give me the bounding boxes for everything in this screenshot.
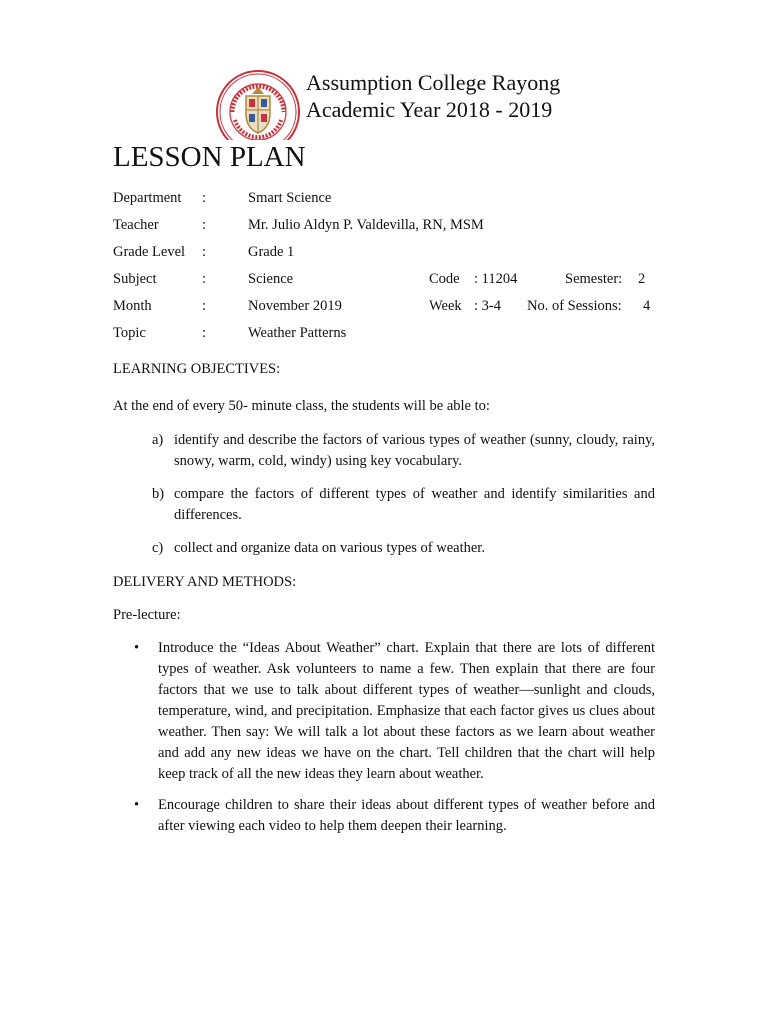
objective-item bbox=[152, 484, 655, 526]
bullet-dot-icon: • bbox=[134, 797, 140, 813]
info-colon: : bbox=[202, 325, 207, 341]
semester-value: 2 bbox=[638, 271, 646, 287]
school-name: Assumption College Rayong bbox=[306, 70, 561, 95]
objective-text: compare the factors of different types of weather and identify similarities and differences. bbox=[174, 486, 655, 523]
info-value: Science bbox=[248, 271, 294, 287]
info-value: Grade 1 bbox=[248, 244, 295, 260]
info-value: Mr. Julio Aldyn P. Valdevilla, RN, MSM bbox=[248, 217, 484, 233]
semester-label: Semester: bbox=[565, 271, 623, 287]
objective-item bbox=[152, 538, 655, 559]
info-row-grade-level bbox=[113, 244, 673, 271]
sessions-value: 4 bbox=[643, 298, 651, 314]
info-table bbox=[113, 190, 673, 352]
week-label: Week bbox=[429, 298, 462, 314]
pre-lecture-label: Pre-lecture: bbox=[113, 607, 181, 623]
info-colon: : bbox=[202, 298, 207, 314]
bullet-dot-icon: • bbox=[134, 640, 140, 656]
code-value: : 11204 bbox=[474, 271, 518, 287]
delivery-heading: DELIVERY AND METHODS: bbox=[113, 574, 297, 590]
week-value: : 3-4 bbox=[474, 298, 501, 314]
objectives-heading: LEARNING OBJECTIVES: bbox=[113, 361, 281, 377]
info-label: Department bbox=[113, 190, 182, 206]
code-label: Code bbox=[429, 271, 460, 287]
sessions-label: No. of Sessions: bbox=[527, 298, 622, 314]
info-row-month bbox=[113, 298, 673, 325]
objective-marker: a) bbox=[152, 432, 164, 448]
info-label: Topic bbox=[113, 325, 146, 341]
info-colon: : bbox=[202, 217, 207, 233]
objectives-intro: At the end of every 50- minute class, the students will be able to: bbox=[113, 398, 490, 414]
info-colon: : bbox=[202, 271, 207, 287]
info-row-topic bbox=[113, 325, 673, 352]
bullet-item bbox=[134, 638, 655, 785]
objective-text: identify and describe the factors of various types of weather (sunny, cloudy, rainy, snowy, warm, cold, windy) using key vocabulary. bbox=[174, 432, 655, 469]
bullet-text: Encourage children to share their ideas about different types of weather before and after viewing each video to help them deepen their learning. bbox=[158, 797, 655, 834]
objective-marker: b) bbox=[152, 486, 165, 502]
info-row-subject bbox=[113, 271, 673, 298]
info-label: Subject bbox=[113, 271, 157, 287]
objective-item bbox=[152, 430, 655, 472]
info-label: Grade Level bbox=[113, 244, 186, 260]
academic-year: Academic Year 2018 - 2019 bbox=[306, 97, 553, 122]
info-colon: : bbox=[202, 244, 207, 260]
info-label: Teacher bbox=[113, 217, 159, 233]
info-row-department bbox=[113, 190, 673, 217]
bullet-item bbox=[134, 795, 655, 837]
info-value: Smart Science bbox=[248, 190, 332, 206]
info-colon: : bbox=[202, 190, 207, 206]
page-title: LESSON PLAN bbox=[113, 141, 306, 173]
bullet-text: Introduce the “Ideas About Weather” chart. Explain that there are lots of different types of weather. Ask volunteers to name a few. Then explain that there are four factors that we use to talk about different types of weather—sunlight and clouds, temperature, wind, and precipitation. Emphasize that each factor gives us clues about weather. Then say: We will talk a lot about these factors as we learn about weather and add any new ideas we have on the chart. Tell children that the chart will help keep track of all the new ideas they learn about weather. bbox=[158, 640, 655, 782]
objective-text: collect and organize data on various types of weather. bbox=[174, 540, 485, 556]
info-row-teacher bbox=[113, 217, 673, 244]
info-value: Weather Patterns bbox=[248, 325, 347, 341]
objective-marker: c) bbox=[152, 540, 164, 556]
school-header bbox=[306, 69, 560, 123]
info-value: November 2019 bbox=[248, 298, 342, 314]
info-label: Month bbox=[113, 298, 152, 314]
